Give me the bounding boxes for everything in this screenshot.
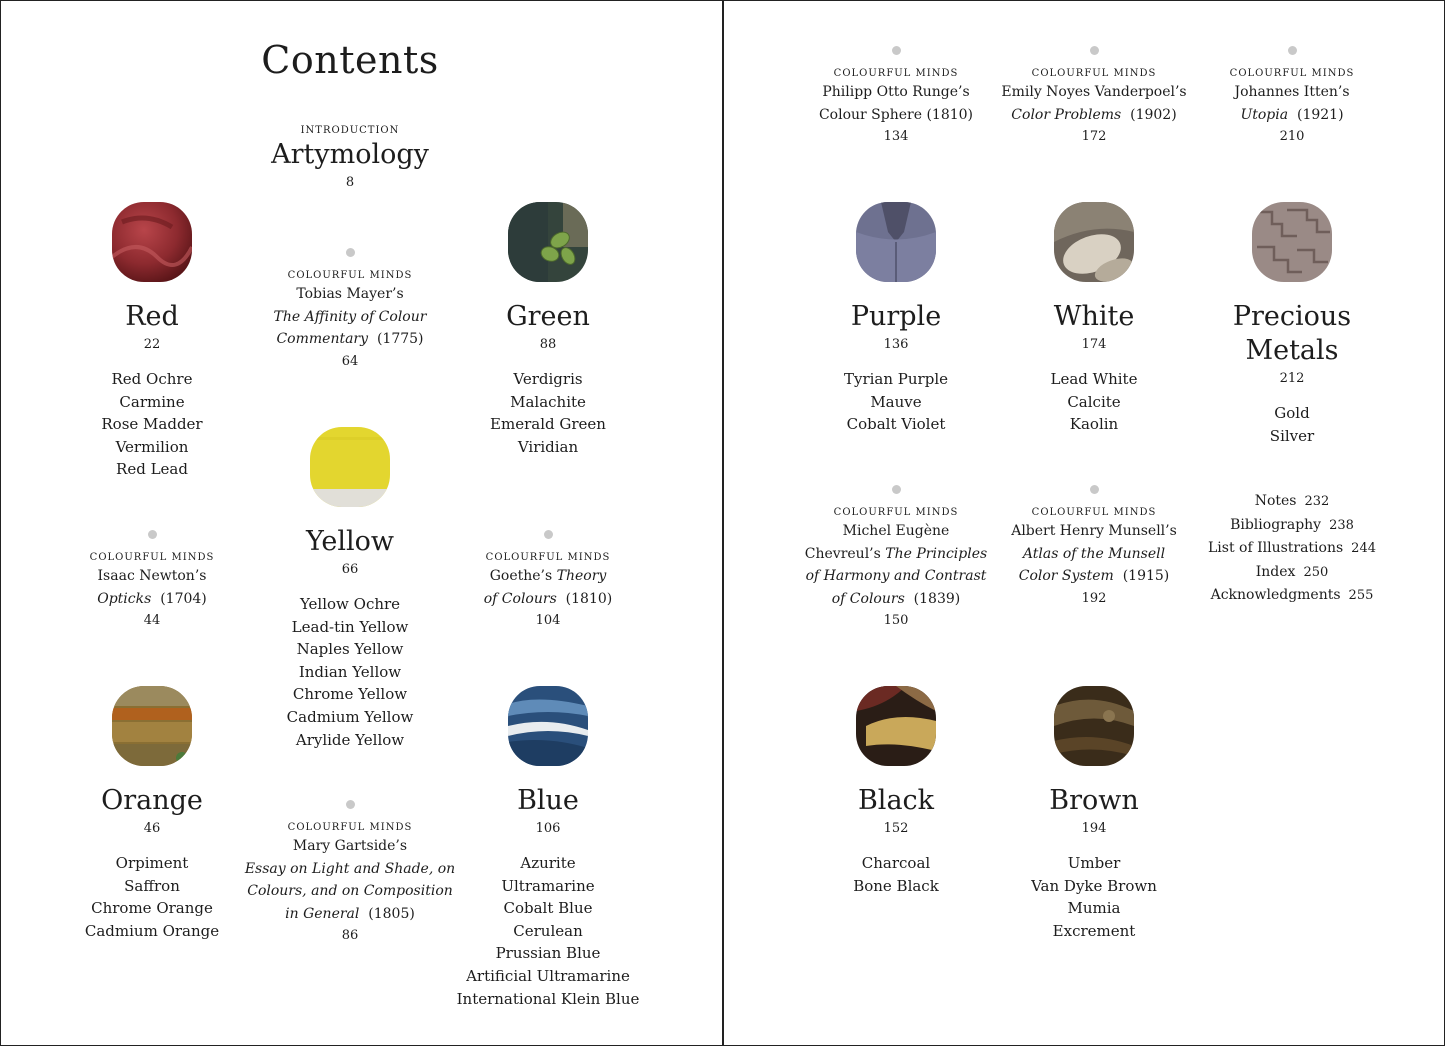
blue-swatch-image — [508, 686, 588, 766]
mind-work-title: The Principles — [885, 545, 988, 562]
mind-author: Isaac Newton’s — [97, 568, 207, 584]
pigment-item: Kaolin — [1069, 415, 1119, 434]
mind-author: Mary Gartside’s — [292, 838, 408, 854]
mind-work-title: Colour Sphere (1810) — [818, 106, 974, 123]
mind-page: 150 — [883, 613, 909, 628]
pigment-item: Bone Black — [853, 876, 939, 895]
colourful-minds-itten[interactable] — [1162, 46, 1422, 148]
mind-work-title: of Colours — [831, 590, 905, 607]
end-matter-acknowledgments[interactable] — [1162, 584, 1422, 608]
mind-author: Johannes Itten’s — [1234, 84, 1350, 100]
colour-entry-precious-metals[interactable] — [1162, 202, 1422, 447]
mind-author: Philipp Otto Runge’s — [822, 84, 970, 100]
mind-page: 172 — [1081, 129, 1107, 144]
blue-page: 106 — [535, 821, 561, 836]
introduction-page: 8 — [345, 175, 355, 190]
mind-work-title: Essay on Light and Shade, on — [244, 860, 456, 877]
introduction-block[interactable] — [220, 124, 480, 194]
end-matter-page: 255 — [1348, 588, 1374, 604]
end-matter-label: Index — [1255, 563, 1296, 580]
pigment-item: Silver — [1269, 426, 1315, 445]
mind-author: Emily Noyes Vanderpoel’s — [1001, 84, 1187, 100]
purple-page: 136 — [883, 337, 909, 352]
end-matter-notes[interactable] — [1162, 490, 1422, 514]
mind-work-title: Theory — [556, 568, 607, 584]
colour-entry-green[interactable] — [418, 202, 678, 458]
pigment-item: Emerald Green — [490, 415, 606, 434]
bullet-dot — [346, 248, 355, 257]
pigment-item: Lead-tin Yellow — [291, 617, 409, 636]
mind-page: 134 — [883, 129, 909, 144]
mind-year: (1775) — [376, 331, 424, 347]
orange-title: Orange — [101, 785, 203, 816]
bullet-dot — [892, 46, 901, 55]
pigment-item: Malachite — [510, 392, 586, 411]
yellow-swatch-image — [310, 427, 390, 507]
mind-year: (1810) — [565, 590, 613, 607]
white-swatch-image — [1054, 202, 1134, 282]
pigment-item: Red Ochre — [111, 370, 193, 388]
black-page: 152 — [883, 821, 909, 836]
bullet-dot — [1090, 485, 1099, 494]
brown-pigment-list — [964, 852, 1224, 942]
precious-metals-page: 212 — [1279, 371, 1305, 386]
mind-page: 104 — [535, 613, 561, 628]
pigment-item: Ultramarine — [501, 876, 595, 895]
pigment-item: Naples Yellow — [296, 640, 404, 659]
pigment-item: Charcoal — [861, 854, 931, 872]
pigment-item: Lead White — [1050, 370, 1138, 388]
red-swatch-image — [112, 202, 192, 282]
colourful-minds-gartside[interactable] — [220, 800, 480, 947]
mind-year: (1915) — [1122, 568, 1170, 584]
bullet-dot — [544, 530, 553, 539]
mind-work-title: of Harmony and Contrast — [805, 568, 987, 584]
colourful-minds-label: COLOURFUL MINDS — [833, 68, 959, 79]
bullet-dot — [1090, 46, 1099, 55]
pigment-item: Mumia — [1067, 899, 1121, 918]
precious-metals-title-line1: Precious — [1232, 301, 1352, 332]
pigment-item: Indian Yellow — [298, 662, 402, 681]
pigment-item: Chrome Yellow — [292, 685, 408, 704]
bullet-dot — [892, 485, 901, 494]
end-matter-page: 244 — [1351, 541, 1376, 557]
pigment-item: Verdigris — [513, 370, 583, 388]
pigment-item: Chrome Orange — [91, 899, 213, 918]
pigment-item: Van Dyke Brown — [1031, 876, 1157, 895]
mind-work-title: Opticks — [97, 590, 152, 607]
contents-title: Contents — [261, 38, 439, 82]
pigment-item: Cerulean — [513, 921, 583, 940]
purple-title: Purple — [850, 301, 942, 332]
pigment-item: Artificial Ultramarine — [466, 966, 630, 985]
white-title: White — [1053, 301, 1135, 332]
colourful-minds-label: COLOURFUL MINDS — [89, 552, 215, 563]
pigment-item: Red Lead — [116, 460, 188, 479]
mind-author: Chevreul’s — [804, 545, 881, 562]
mind-work-title: The Affinity of Colour — [273, 308, 427, 325]
pigment-item: Arylide Yellow — [295, 730, 405, 749]
pigment-item: Gold — [1274, 404, 1310, 422]
mind-work-title: Colours, and on Composition — [247, 883, 453, 899]
colourful-minds-label: COLOURFUL MINDS — [287, 270, 413, 281]
mind-year: (1921) — [1296, 106, 1344, 123]
end-matter-illustrations[interactable] — [1162, 537, 1422, 561]
black-title: Black — [857, 785, 935, 816]
pigment-item: Calcite — [1067, 392, 1121, 411]
pigment-item: Saffron — [124, 876, 180, 895]
precious-metals-title-line2: Metals — [1245, 335, 1339, 366]
mind-page: 64 — [341, 353, 359, 369]
mind-author: Tobias Mayer’s — [296, 286, 404, 302]
colourful-minds-label: COLOURFUL MINDS — [485, 552, 611, 563]
end-matter-label: Notes — [1254, 493, 1297, 509]
mind-page: 192 — [1081, 590, 1107, 606]
pigment-item: Orpiment — [115, 854, 189, 872]
yellow-page: 66 — [341, 562, 359, 577]
pigment-item: Azurite — [520, 854, 576, 872]
bullet-dot — [148, 530, 157, 539]
colourful-minds-label: COLOURFUL MINDS — [1229, 68, 1355, 79]
end-matter-page: 250 — [1303, 564, 1329, 580]
brown-title: Brown — [1049, 785, 1139, 816]
precious-metals-pigment-list — [1162, 402, 1422, 447]
mind-author: Goethe’s — [489, 568, 553, 584]
pigment-item: Carmine — [119, 392, 185, 411]
colourful-minds-newton[interactable] — [22, 530, 282, 632]
end-matter-list — [1162, 490, 1422, 608]
mind-work-title: Utopia — [1240, 106, 1289, 123]
precious-metals-swatch-image — [1252, 202, 1332, 282]
mind-work-title: Atlas of the Munsell — [1022, 545, 1166, 562]
green-swatch-image — [508, 202, 588, 282]
pigment-item: International Klein Blue — [456, 989, 640, 1008]
introduction-label: INTRODUCTION — [300, 125, 400, 136]
pigment-item: Mauve — [870, 392, 922, 411]
pigment-item: Viridian — [517, 437, 579, 456]
end-matter-label: List of Illustrations — [1207, 540, 1344, 557]
white-page: 174 — [1081, 337, 1107, 352]
mind-work-title: in General — [285, 905, 360, 922]
purple-swatch-image — [856, 202, 936, 282]
pigment-item: Tyrian Purple — [843, 370, 949, 388]
mind-author: Michel Eugène — [842, 523, 950, 539]
mind-author: Albert Henry Munsell’s — [1011, 523, 1177, 539]
colourful-minds-label: COLOURFUL MINDS — [1031, 507, 1157, 518]
bullet-dot — [1288, 46, 1297, 55]
mind-page: 86 — [341, 928, 359, 943]
mind-year: (1839) — [913, 590, 961, 607]
end-matter-bibliography[interactable] — [1162, 514, 1422, 538]
end-matter-label: Bibliography — [1230, 516, 1322, 533]
orange-page: 46 — [143, 821, 161, 836]
green-title: Green — [506, 301, 590, 332]
mind-year: (1805) — [368, 905, 415, 922]
pigment-item: Cobalt Blue — [503, 899, 593, 918]
end-matter-page: 238 — [1329, 517, 1354, 533]
colourful-minds-goethe[interactable] — [418, 530, 678, 632]
brown-swatch-image — [1054, 686, 1134, 766]
introduction-title: Artymology — [271, 139, 429, 170]
pigment-item: Rose Madder — [101, 415, 203, 434]
mind-work-title: Commentary — [276, 331, 369, 347]
end-matter-label: Acknowledgments — [1210, 587, 1341, 604]
colourful-minds-label: COLOURFUL MINDS — [833, 507, 959, 518]
mind-year: (1902) — [1130, 106, 1177, 123]
pigment-item: Excrement — [1052, 921, 1136, 940]
end-matter-index[interactable] — [1162, 561, 1422, 585]
yellow-title: Yellow — [305, 526, 395, 557]
green-page: 88 — [539, 337, 557, 352]
red-title: Red — [125, 301, 179, 332]
brown-page: 194 — [1081, 821, 1107, 836]
black-swatch-image — [856, 686, 936, 766]
pigment-item: Cadmium Orange — [84, 921, 220, 940]
colour-entry-brown[interactable] — [964, 686, 1224, 942]
pigment-item: Vermilion — [115, 437, 189, 456]
pigment-item: Yellow Ochre — [299, 595, 401, 613]
red-page: 22 — [143, 337, 161, 352]
mind-work-title: of Colours — [483, 590, 557, 607]
end-matter-page: 232 — [1304, 494, 1330, 509]
blue-title: Blue — [517, 785, 579, 816]
mind-year: (1704) — [160, 590, 207, 607]
pigment-item: Cadmium Yellow — [286, 707, 414, 726]
colourful-minds-label: COLOURFUL MINDS — [1031, 68, 1157, 79]
orange-swatch-image — [112, 686, 192, 766]
mind-work-title: Color Problems — [1011, 106, 1122, 123]
colourful-minds-label: COLOURFUL MINDS — [287, 822, 413, 833]
mind-work-title: Color System — [1018, 568, 1114, 584]
mind-page: 210 — [1279, 129, 1305, 144]
pigment-item: Cobalt Violet — [846, 415, 946, 434]
mind-page: 44 — [143, 613, 161, 628]
bullet-dot — [346, 800, 355, 809]
pigment-item: Prussian Blue — [495, 944, 601, 963]
pigment-item: Umber — [1067, 854, 1121, 872]
